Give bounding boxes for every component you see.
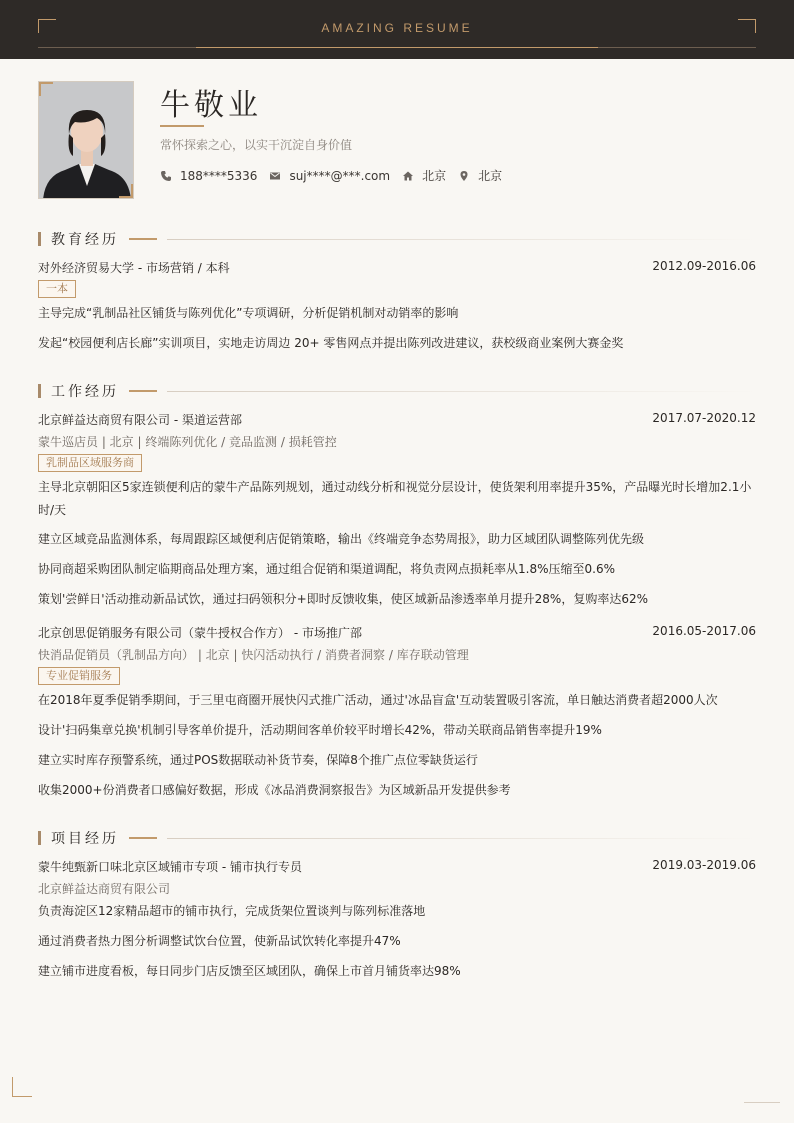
education-tag: 一本: [38, 280, 76, 298]
job-role: 蒙牛巡店员 | 北京 | 终端陈列优化 / 竞品监测 / 损耗管控: [38, 435, 337, 449]
section-marker: [38, 831, 41, 845]
job-item: 策划'尝鲜日'活动推动新品试饮，通过扫码领积分+即时反馈收集，使区域新品渗透率单月提升28%，复购率达62%: [38, 592, 649, 606]
project-company: 北京鲜益达商贸有限公司: [38, 882, 171, 896]
job-item: 建立实时库存预警系统，通过POS数据联动补货节奏，保障8个推广点位零缺货运行: [38, 753, 478, 767]
contact-email: [269, 169, 390, 183]
job-item: 设计'扫码集章兑换'机制引导客单价提升，活动期间客单价较平时增长42%，带动关联商品销售率提升19%: [38, 723, 602, 737]
education-section-header: [38, 231, 756, 247]
phone-icon: [160, 170, 172, 182]
candidate-name: 牛敬业: [160, 88, 262, 123]
work-section-header: [38, 383, 756, 399]
project-section-header: [38, 830, 756, 846]
section-marker: [38, 232, 41, 246]
photo-corner-ornament: [119, 184, 133, 198]
education-entry-header: [38, 259, 756, 276]
brand-title: AMAZING RESUME: [321, 21, 473, 35]
job-tag: 乳制品区域服务商: [38, 454, 142, 472]
section-title: 项目经历: [51, 831, 119, 847]
section-rule: [167, 838, 756, 839]
home-location-text: 北京: [422, 169, 447, 183]
education-item: 主导完成“乳制品社区铺货与陈列优化”专项调研，分析促销机制对动销率的影响: [38, 306, 459, 320]
project-entry-header: [38, 858, 756, 875]
photo-corner-ornament: [39, 82, 53, 96]
mail-icon: [269, 170, 281, 182]
job-item: 主导北京朝阳区5家连锁便利店的蒙牛产品陈列规划，通过动线分析和视觉分层设计，使货架利用率提升35%，产品曝光时长增加2.1小时/天: [38, 480, 752, 517]
contact-info: [160, 167, 514, 184]
name-underline: [160, 125, 204, 127]
corner-ornament: [12, 1077, 32, 1097]
job-entry-header: [38, 411, 756, 428]
project-item: 负责海淀区12家精品超市的铺市执行，完成货架位置谈判与陈列标准落地: [38, 904, 426, 918]
phone-text: 188****5336: [180, 168, 258, 183]
project-item: 通过消费者热力图分析调整试饮台位置，使新品试饮转化率提升47%: [38, 934, 401, 948]
job-role: 快消品促销员（乳制品方向） | 北京 | 快闪活动执行 / 消费者洞察 / 库存联动管理: [38, 648, 469, 662]
profile-photo: [38, 81, 134, 199]
current-location-text: 北京: [478, 169, 503, 183]
contact-location: [458, 167, 502, 184]
company-text: 北京创思促销服务有限公司（蒙牛授权合作方） - 市场推广部: [38, 626, 362, 640]
section-accent-line: [129, 238, 157, 240]
section-marker: [38, 384, 41, 398]
job-entry-header: [38, 624, 756, 641]
section-rule: [167, 391, 756, 392]
school-text: 对外经济贸易大学 - 市场营销 / 本科: [38, 261, 230, 275]
header-divider-accent: [196, 47, 598, 48]
job-item: 在2018年夏季促销季期间，于三里屯商圈开展快闪式推广活动，通过'冰品盲盒'互动装置吸引客流，单日触达消费者超2000人次: [38, 693, 718, 707]
education-date: 2012.09-2016.06: [652, 259, 756, 273]
job-tag: 专业促销服务: [38, 667, 120, 685]
job-date: 2017.07-2020.12: [652, 411, 756, 425]
section-title: 教育经历: [51, 232, 119, 248]
portrait-image: [39, 82, 134, 199]
job-item: 协同商超采购团队制定临期商品处理方案，通过组合促销和渠道调配，将负责网点损耗率从1.8%压缩至0.6%: [38, 562, 615, 576]
home-icon: [402, 170, 414, 182]
section-accent-line: [129, 390, 157, 392]
email-text: suj****@***.com: [289, 168, 391, 183]
contact-home: [402, 167, 446, 184]
section-title: 工作经历: [51, 384, 119, 400]
location-pin-icon: [458, 170, 470, 182]
contact-phone: [160, 169, 257, 183]
section-rule: [167, 239, 756, 240]
education-item: 发起“校园便利店长廊”实训项目，实地走访周边 20+ 零售网点并提出陈列改进建议，获校级商业案例大赛金奖: [38, 336, 624, 350]
job-item: 建立区域竞品监测体系，每周跟踪区域便利店促销策略，输出《终端竞争态势周报》，助力区域团队调整陈列优先级: [38, 532, 645, 546]
job-date: 2016.05-2017.06: [652, 624, 756, 638]
section-accent-line: [129, 837, 157, 839]
project-date: 2019.03-2019.06: [652, 858, 756, 872]
header-bar: [0, 0, 794, 59]
project-item: 建立铺市进度看板，每日同步门店反馈至区域团队，确保上市首月铺货率达98%: [38, 964, 461, 978]
candidate-motto: 常怀探索之心，以实干沉淀自身价值: [160, 138, 353, 152]
project-name: 蒙牛纯甄新口味北京区域铺市专项 - 铺市执行专员: [38, 860, 302, 874]
job-item: 收集2000+份消费者口感偏好数据，形成《冰品消费洞察报告》为区域新品开发提供参考: [38, 783, 511, 797]
company-text: 北京鲜益达商贸有限公司 - 渠道运营部: [38, 413, 242, 427]
footer-rule: [744, 1102, 780, 1103]
